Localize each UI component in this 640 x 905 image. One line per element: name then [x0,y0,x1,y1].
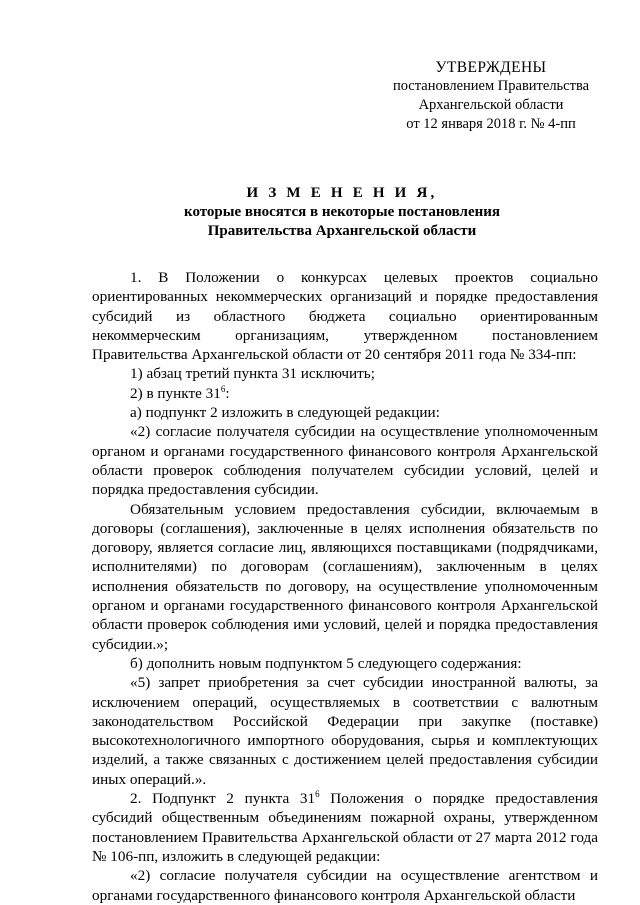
paragraph-text: 2. Подпункт 2 пункта 31 [130,790,316,808]
superscript: 6 [220,383,226,394]
document-body [92,268,598,905]
heading-title: И З М Е Н Е Н И Я, [246,185,438,201]
paragraph [92,789,598,866]
paragraph-text: : [225,384,230,402]
paragraph: Обязательным условием предоставления субсидии, включаемым в договоры (соглашения), заключенные в целях исполнения обязательств по договору, является согласие лиц, являющихся поставщиками (подрядчиками, исполнителями) по договорам (соглашениям), заключенным в целях исполнения обязательств по договору, на осуществление уполномоченным органом и органами государственного финансового контроля Архангельской области проверок соблюдения ими условий, целей и порядка предоставления субсидии.»; [92,500,598,653]
heading-subtitle: которые вносятся в некоторые постановления [184,204,500,220]
superscript: 6 [315,789,320,800]
approval-stamp [368,58,614,134]
paragraph: «2) согласие получателя субсидии на осуществление агентством и органами государственного финансового контроля Архангельской области [92,867,598,904]
paragraph: «2) согласие получателя субсидии на осуществление уполномоченным органом и органами государственного финансового контроля Архангельской области проверок соблюдения получателем субсидии условий, целей и порядка предоставления субсидии. [92,423,598,499]
paragraph: 1) абзац третий пункта 31 исключить; [130,365,375,383]
heading-subtitle: Правительства Архангельской области [207,223,477,239]
approval-line: постановлением Правительства [392,78,590,94]
approval-title: УТВЕРЖДЕНЫ [435,59,547,76]
paragraph-text: Положения о порядке предоставления субсидий общественным объединениям пожарной охраны, утвержденном постановлением Правительства Архангельской области от 27 марта 2012 года № 106-пп, изложить в следующей редакции: [92,790,598,865]
document-heading [92,184,592,241]
approval-date: от 12 января 2018 г. № 4-пп [406,116,576,132]
paragraph: 1. В Положении о конкурсах целевых проектов социально ориентированных некоммерческих организаций и порядке предоставления субсидий из областного бюджета социально ориентированным некоммерческим организациям, утвержденном постановлением Правительства Архангельской области от 20 сентября 2011 года № 334-пп: [92,269,598,364]
paragraph [92,384,598,403]
paragraph-text: 2) в пункте 31 [130,384,221,402]
paragraph: б) дополнить новым подпунктом 5 следующего содержания: [130,654,522,672]
approval-line: Архангельской области [418,97,564,113]
paragraph: а) подпункт 2 изложить в следующей редакции: [130,404,440,422]
paragraph: «5) запрет приобретения за счет субсидии иностранной валюты, за исключением операций, осуществляемых в соответствии с валютным законодательством Российской Федерации при закупке (поставке) высокотехнологичного импортного оборудования, сырья и комплектующих изделий, а также связанных с достижением целей предоставления субсидии иных операций.». [92,674,598,788]
